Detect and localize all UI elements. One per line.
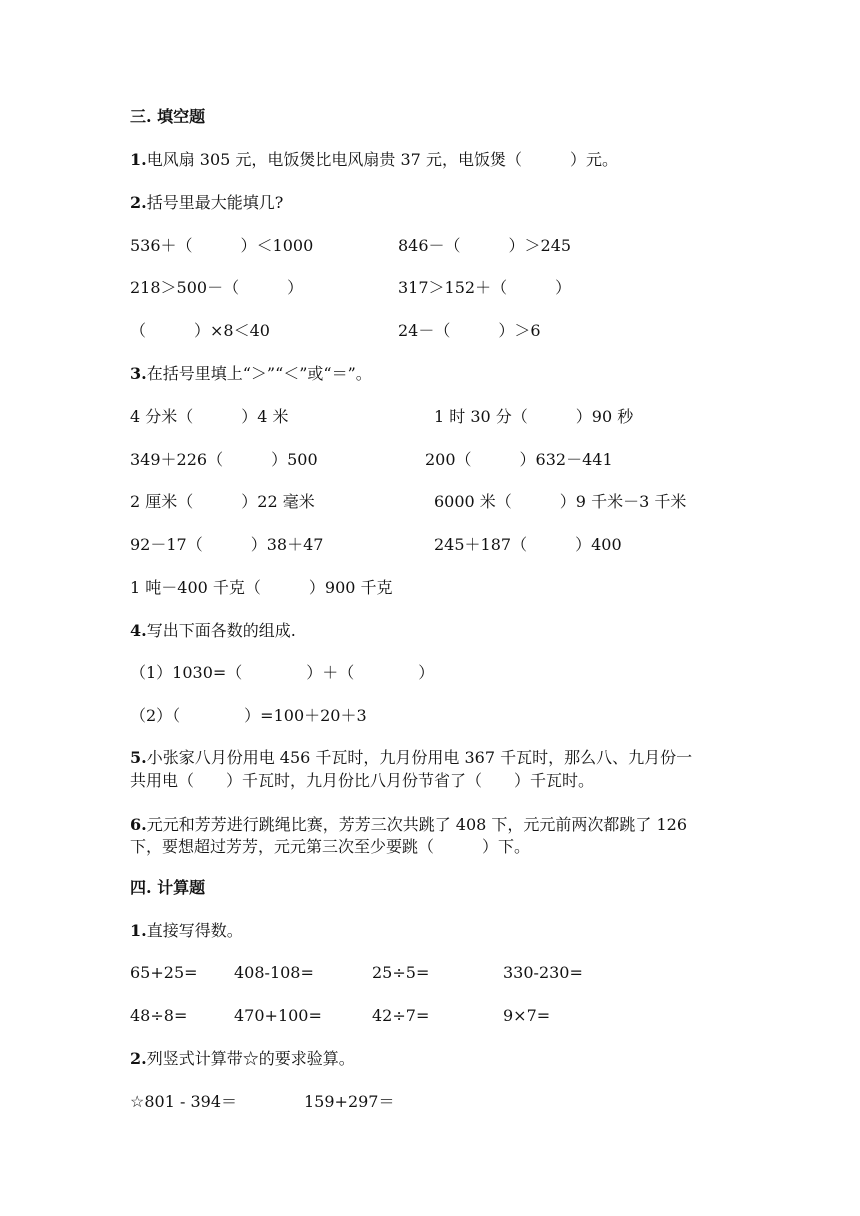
q3-row3-left: 2 厘米（ ）22 毫米 [130,492,315,511]
question-3-5 [130,747,692,769]
vertical-calc-2: 159+297＝ [304,1092,395,1111]
calc-r2-c3: 42÷7= [372,1006,430,1025]
question-3-3 [130,363,372,385]
vertical-calc-1: ☆801 - 394＝ [130,1092,238,1111]
question-text: 写出下面各数的组成. [146,621,296,640]
section-3-title: 三. 填空题 [130,107,206,126]
question-number: 2. [130,1049,147,1068]
question-3-6 [130,814,687,836]
question-text: 在括号里填上“＞”“＜”或“＝”。 [146,364,372,383]
q3-row1-left: 4 分米（ ）4 米 [130,407,289,426]
q2-row2-right: 317＞152＋（ ） [398,278,572,297]
q3-last: 1 吨－400 千克（ ）900 千克 [130,578,393,597]
q6-line2: 下，要想超过芳芳，元元第三次至少要跳（ ）下。 [130,837,531,856]
question-number: 6. [130,815,147,834]
question-number: 2. [130,193,147,212]
q2-row3-left: （ ）×8＜40 [130,321,270,340]
q2-row2-left: 218＞500－（ ） [130,278,304,297]
q3-row4-right: 245＋187（ ）400 [434,535,622,554]
question-3-4 [130,620,296,642]
question-4-1 [130,920,243,942]
calc-r1-c4: 330-230= [503,963,583,982]
question-number: 1. [130,150,147,169]
question-text: 小张家八月份用电 456 千瓦时，九月份用电 367 千瓦时，那么八、九月份一 [146,748,693,767]
q4-item-2: （2）（ ）=100＋20＋3 [130,706,367,725]
q3-row4-left: 92－17（ ）38＋47 [130,535,324,554]
q3-row1-right: 1 时 30 分（ ）90 秒 [434,407,634,426]
question-number: 4. [130,621,147,640]
question-text: 元元和芳芳进行跳绳比赛，芳芳三次共跳了 408 下，元元前两次都跳了 126 [146,815,688,834]
calc-r1-c3: 25÷5= [372,963,430,982]
question-text: 列竖式计算带☆的要求验算。 [146,1049,355,1068]
q4-item-1: （1）1030=（ ）＋（ ） [130,663,435,682]
question-number: 5. [130,748,147,767]
q3-row2-left: 349＋226（ ）500 [130,450,318,469]
q3-row2-right: 200（ ）632－441 [425,450,613,469]
q2-row3-right: 24－（ ）＞6 [398,321,541,340]
question-3-1 [130,149,618,171]
calc-r1-c1: 65+25= [130,963,198,982]
q5-line2: 共用电（ ）千瓦时，九月份比八月份节省了（ ）千瓦时。 [130,771,595,790]
question-4-2 [130,1048,355,1070]
calc-r1-c2: 408-108= [234,963,314,982]
question-number: 3. [130,364,147,383]
question-text: 直接写得数。 [146,921,243,940]
question-number: 1. [130,921,147,940]
q2-row1-left: 536＋（ ）＜1000 [130,236,314,255]
calc-r2-c1: 48÷8= [130,1006,188,1025]
q2-row1-right: 846－（ ）＞245 [398,236,572,255]
calc-r2-c2: 470+100= [234,1006,322,1025]
question-text: 括号里最大能填几? [146,193,284,212]
section-4-title: 四. 计算题 [130,878,206,897]
question-text: 电风扇 305 元，电饭煲比电风扇贵 37 元，电饭煲（ ）元。 [146,150,618,169]
question-3-2 [130,192,283,214]
calc-r2-c4: 9×7= [503,1006,551,1025]
q3-row3-right: 6000 米（ ）9 千米－3 千米 [434,492,687,511]
